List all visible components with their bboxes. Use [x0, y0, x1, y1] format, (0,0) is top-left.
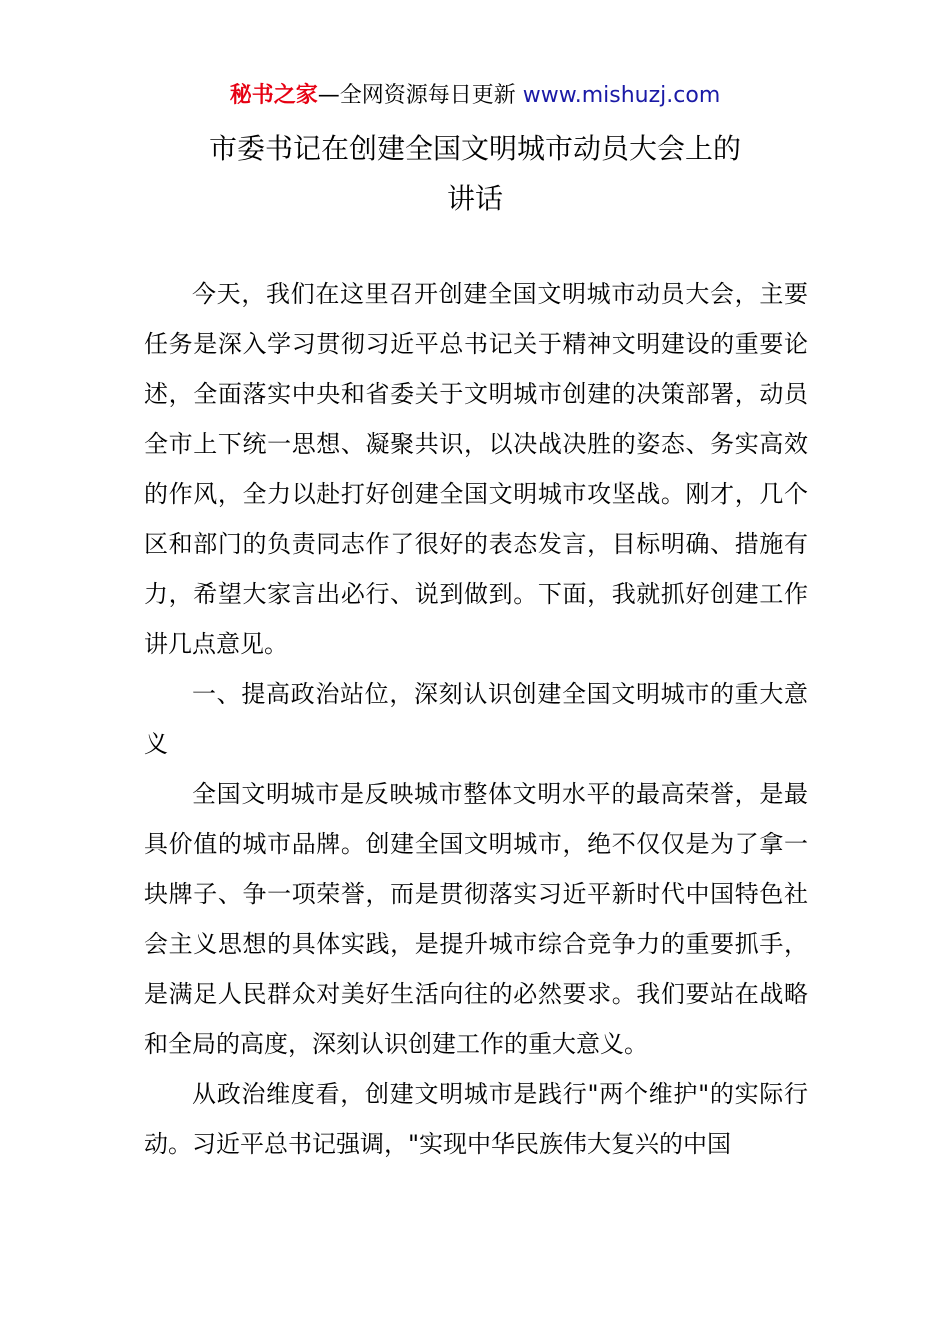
- site-url-link[interactable]: www.mishuzj.com: [522, 83, 721, 108]
- paragraph-political-dimension: 从政治维度看，创建文明城市是践行"两个维护"的实际行动。习近平总书记强调，"实现中华民族伟大复兴的中国: [144, 1080, 808, 1158]
- brand-name: 秘书之家: [229, 83, 318, 108]
- paragraph-intro: 今天，我们在这里召开创建全国文明城市动员大会，主要任务是深入学习贯彻习近平总书记关于精神文明建设的重要论述，全面落实中央和省委关于文明城市创建的决策部署，动员全市上下统一思想、凝聚共识，以决战决胜的姿态、务实高效的作风，全力以赴打好创建全国文明城市攻坚战。刚才，几个区和部门的负责同志作了很好的表态发言，目标明确、措施有力，希望大家言出必行、说到做到。下面，我就抓好创建工作讲几点意见。: [144, 280, 808, 658]
- document-title-line-2: 讲话: [446, 182, 503, 215]
- section-heading-1: 一、提高政治站位，深刻认识创建全国文明城市的重大意义: [144, 680, 808, 758]
- paragraph-significance: 全国文明城市是反映城市整体文明水平的最高荣誉，是最具价值的城市品牌。创建全国文明城市，绝不仅仅是为了拿一块牌子、争一项荣誉，而是贯彻落实习近平新时代中国特色社会主义思想的具体实践，是提升城市综合竞争力的重要抓手，是满足人民群众对美好生活向往的必然要求。我们要站在战略和全局的高度，深刻认识创建工作的重大意义。: [144, 780, 808, 1058]
- header-tagline: —全网资源每日更新: [317, 83, 523, 108]
- document-body: [144, 269, 808, 1169]
- document-title: [120, 124, 830, 224]
- site-header: [0, 80, 950, 112]
- document-title-line-1: 市委书记在创建全国文明城市动员大会上的: [208, 132, 741, 165]
